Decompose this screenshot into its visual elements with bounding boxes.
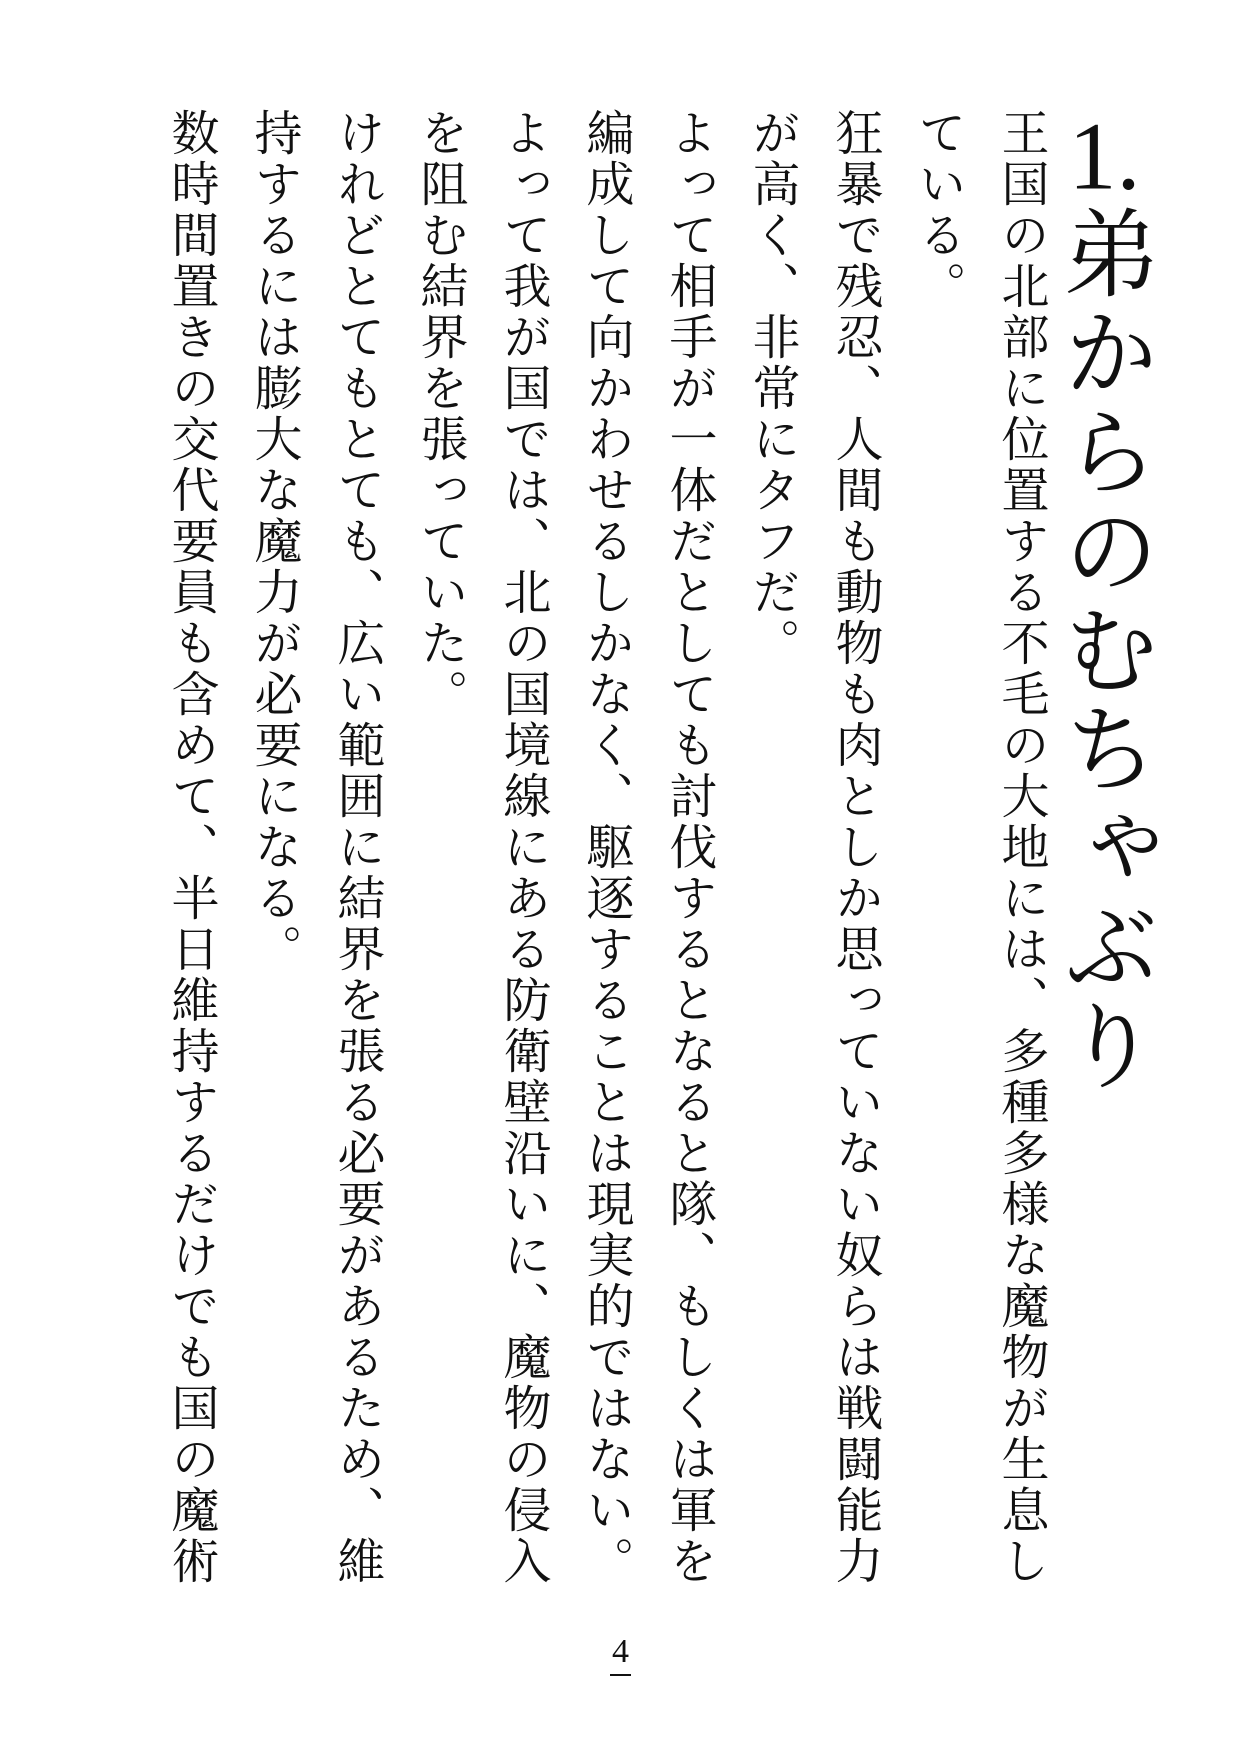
paragraph-6: 数時間置きの交代要員も含めて、半日維持するだけでも国の魔術	[163, 108, 219, 1587]
chapter-number: 1.	[1068, 108, 1141, 204]
chapter-title: 弟からのむちゃぶり	[1048, 204, 1160, 1095]
paragraph-3: よって相手が一体だとしても討伐するとなると隊、もしくは軍を 編成して向かわせるしかなく、駆逐することは現実的ではない。	[578, 108, 717, 1587]
page-number	[0, 1632, 1241, 1676]
chapter-heading	[1048, 108, 1160, 1588]
page-number-value: 4	[610, 1632, 631, 1676]
vertical-text-body	[149, 108, 1160, 1588]
paragraph-5: けれどとてもとても、広い範囲に結界を張る必要があるため、維 持するには膨大な魔力が必要になる。	[246, 108, 385, 1587]
paragraph-2: 狂暴で残忍、人間も動物も肉としか思っていない奴らは戦闘能力 が高く、非常にタフだ。	[744, 108, 883, 1587]
paragraph-1: 王国の北部に位置する不毛の大地には、多種多様な魔物が生息し ている。	[910, 108, 1049, 1587]
paragraph-4: よって我が国では、北の国境線にある防衛壁沿いに、魔物の侵入 を阻む結界を張っていた。	[412, 108, 551, 1587]
